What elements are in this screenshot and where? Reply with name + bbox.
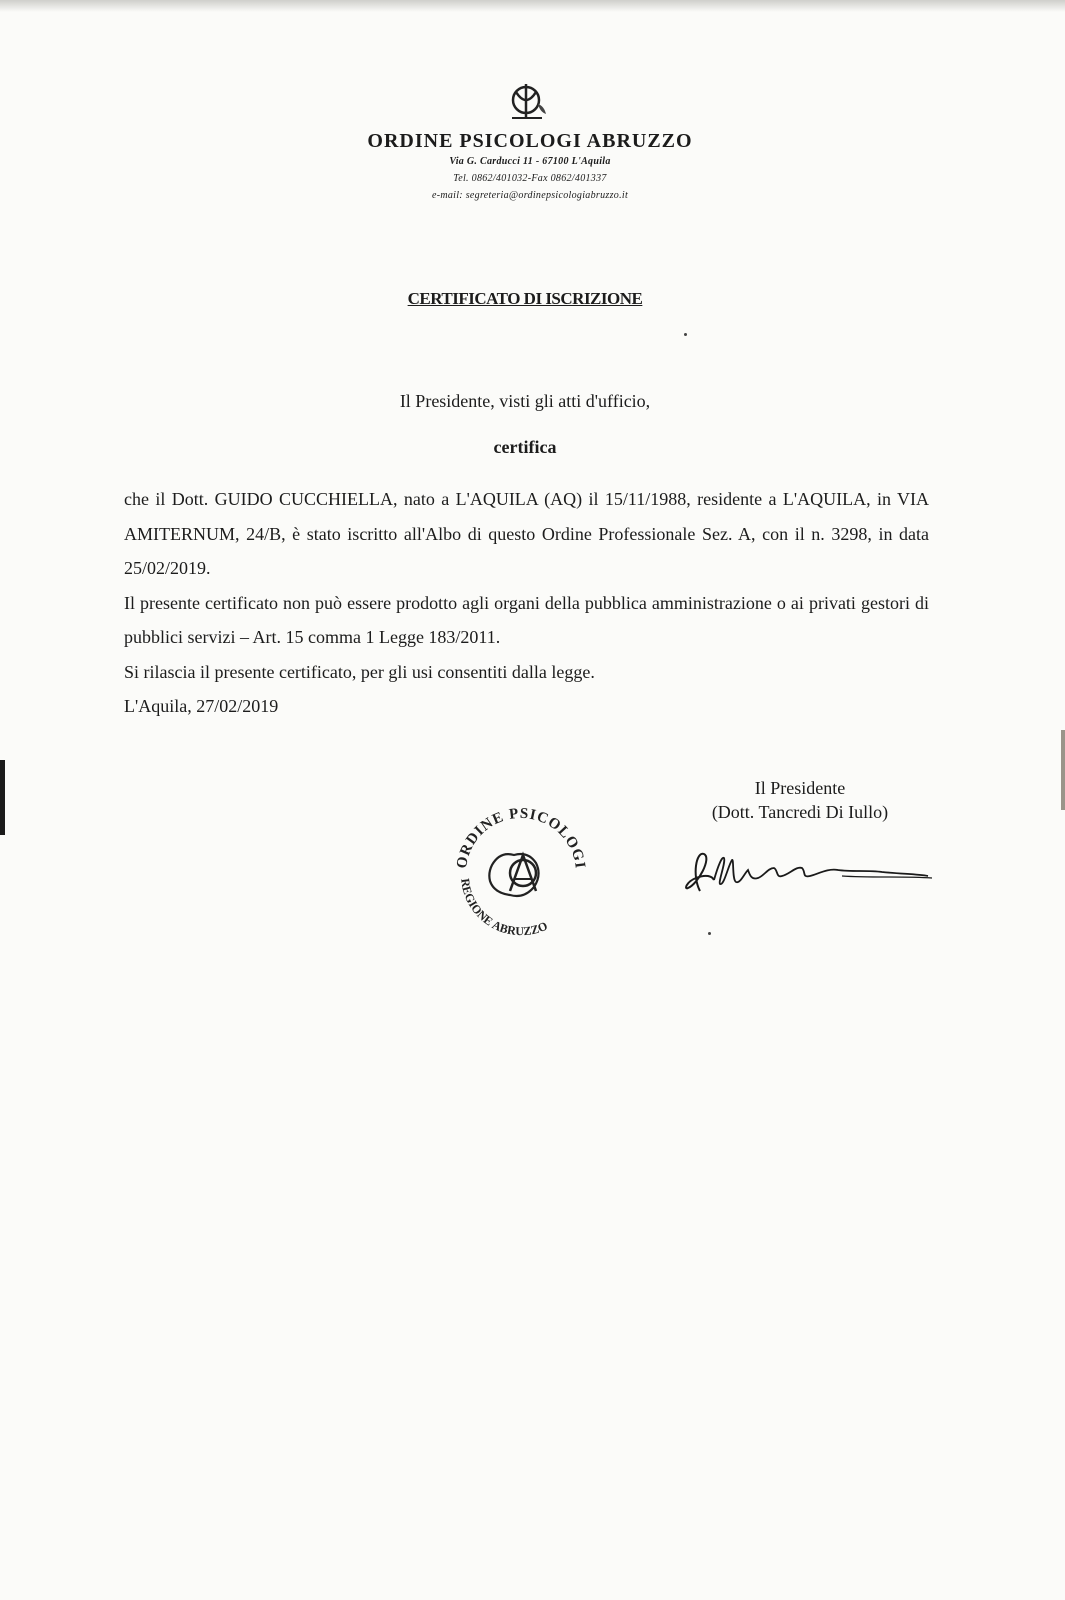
signer-role: Il Presidente (754, 778, 846, 798)
stamp-psi-emblem-icon (489, 854, 538, 896)
organization-email: e-mail: segreteria@ordinepsicologiabruzzo.it (431, 190, 629, 201)
place-date: L'Aquila, 27/02/2019 (124, 696, 279, 716)
organization-address: Via G. Carducci 11 - 67100 L'Aquila (449, 156, 611, 167)
letterhead (300, 78, 760, 204)
scan-edge-left (0, 760, 5, 835)
signature-block (680, 776, 920, 824)
scan-speck (684, 333, 687, 336)
registration-paragraph: che il Dott. GUIDO CUCCHIELLA, nato a L'AQUILA (AQ) il 15/11/1988, residente a L'AQUILA, in VIA AMITERNUM, 24/B, è stato iscritto all'Albo di questo Ordine Professionale Sez. A, con il n. 3298, in data 25/02/2019. (124, 489, 929, 578)
legal-notice-paragraph: Il presente certificato non può essere prodotto agli organi della pubblica amministrazione o ai privati gestori di pubblici servizi – Art. 15 comma 1 Legge 183/2011. (124, 592, 929, 647)
organization-phone-fax: Tel. 0862/401032-Fax 0862/401337 (453, 173, 607, 184)
scan-top-shadow (0, 0, 1065, 12)
stamp-bottom-text: REGIONE ABRUZZO (458, 877, 550, 939)
organization-name: ORDINE PSICOLOGI ABRUZZO (367, 130, 693, 152)
svg-text:REGIONE ABRUZZO (458, 877, 549, 938)
handwritten-signature (682, 836, 942, 906)
official-stamp (440, 795, 602, 945)
certifica-heading: certifica (493, 437, 557, 457)
document-title: CERTIFICATO DI ISCRIZIONE (407, 289, 643, 308)
stamp-top-text: ORDINE PSICOLOGI (453, 805, 588, 870)
issuance-paragraph: Si rilascia il presente certificato, per gli usi consentiti dalla legge. (124, 661, 595, 682)
scan-edge-right (1061, 730, 1065, 810)
scan-speck (708, 932, 711, 935)
certificate-body (124, 482, 929, 724)
signer-name: (Dott. Tancredi Di Iullo) (711, 802, 889, 822)
intro-line: Il Presidente, visti gli atti d'ufficio, (399, 391, 651, 411)
psi-logo-icon (502, 78, 558, 126)
